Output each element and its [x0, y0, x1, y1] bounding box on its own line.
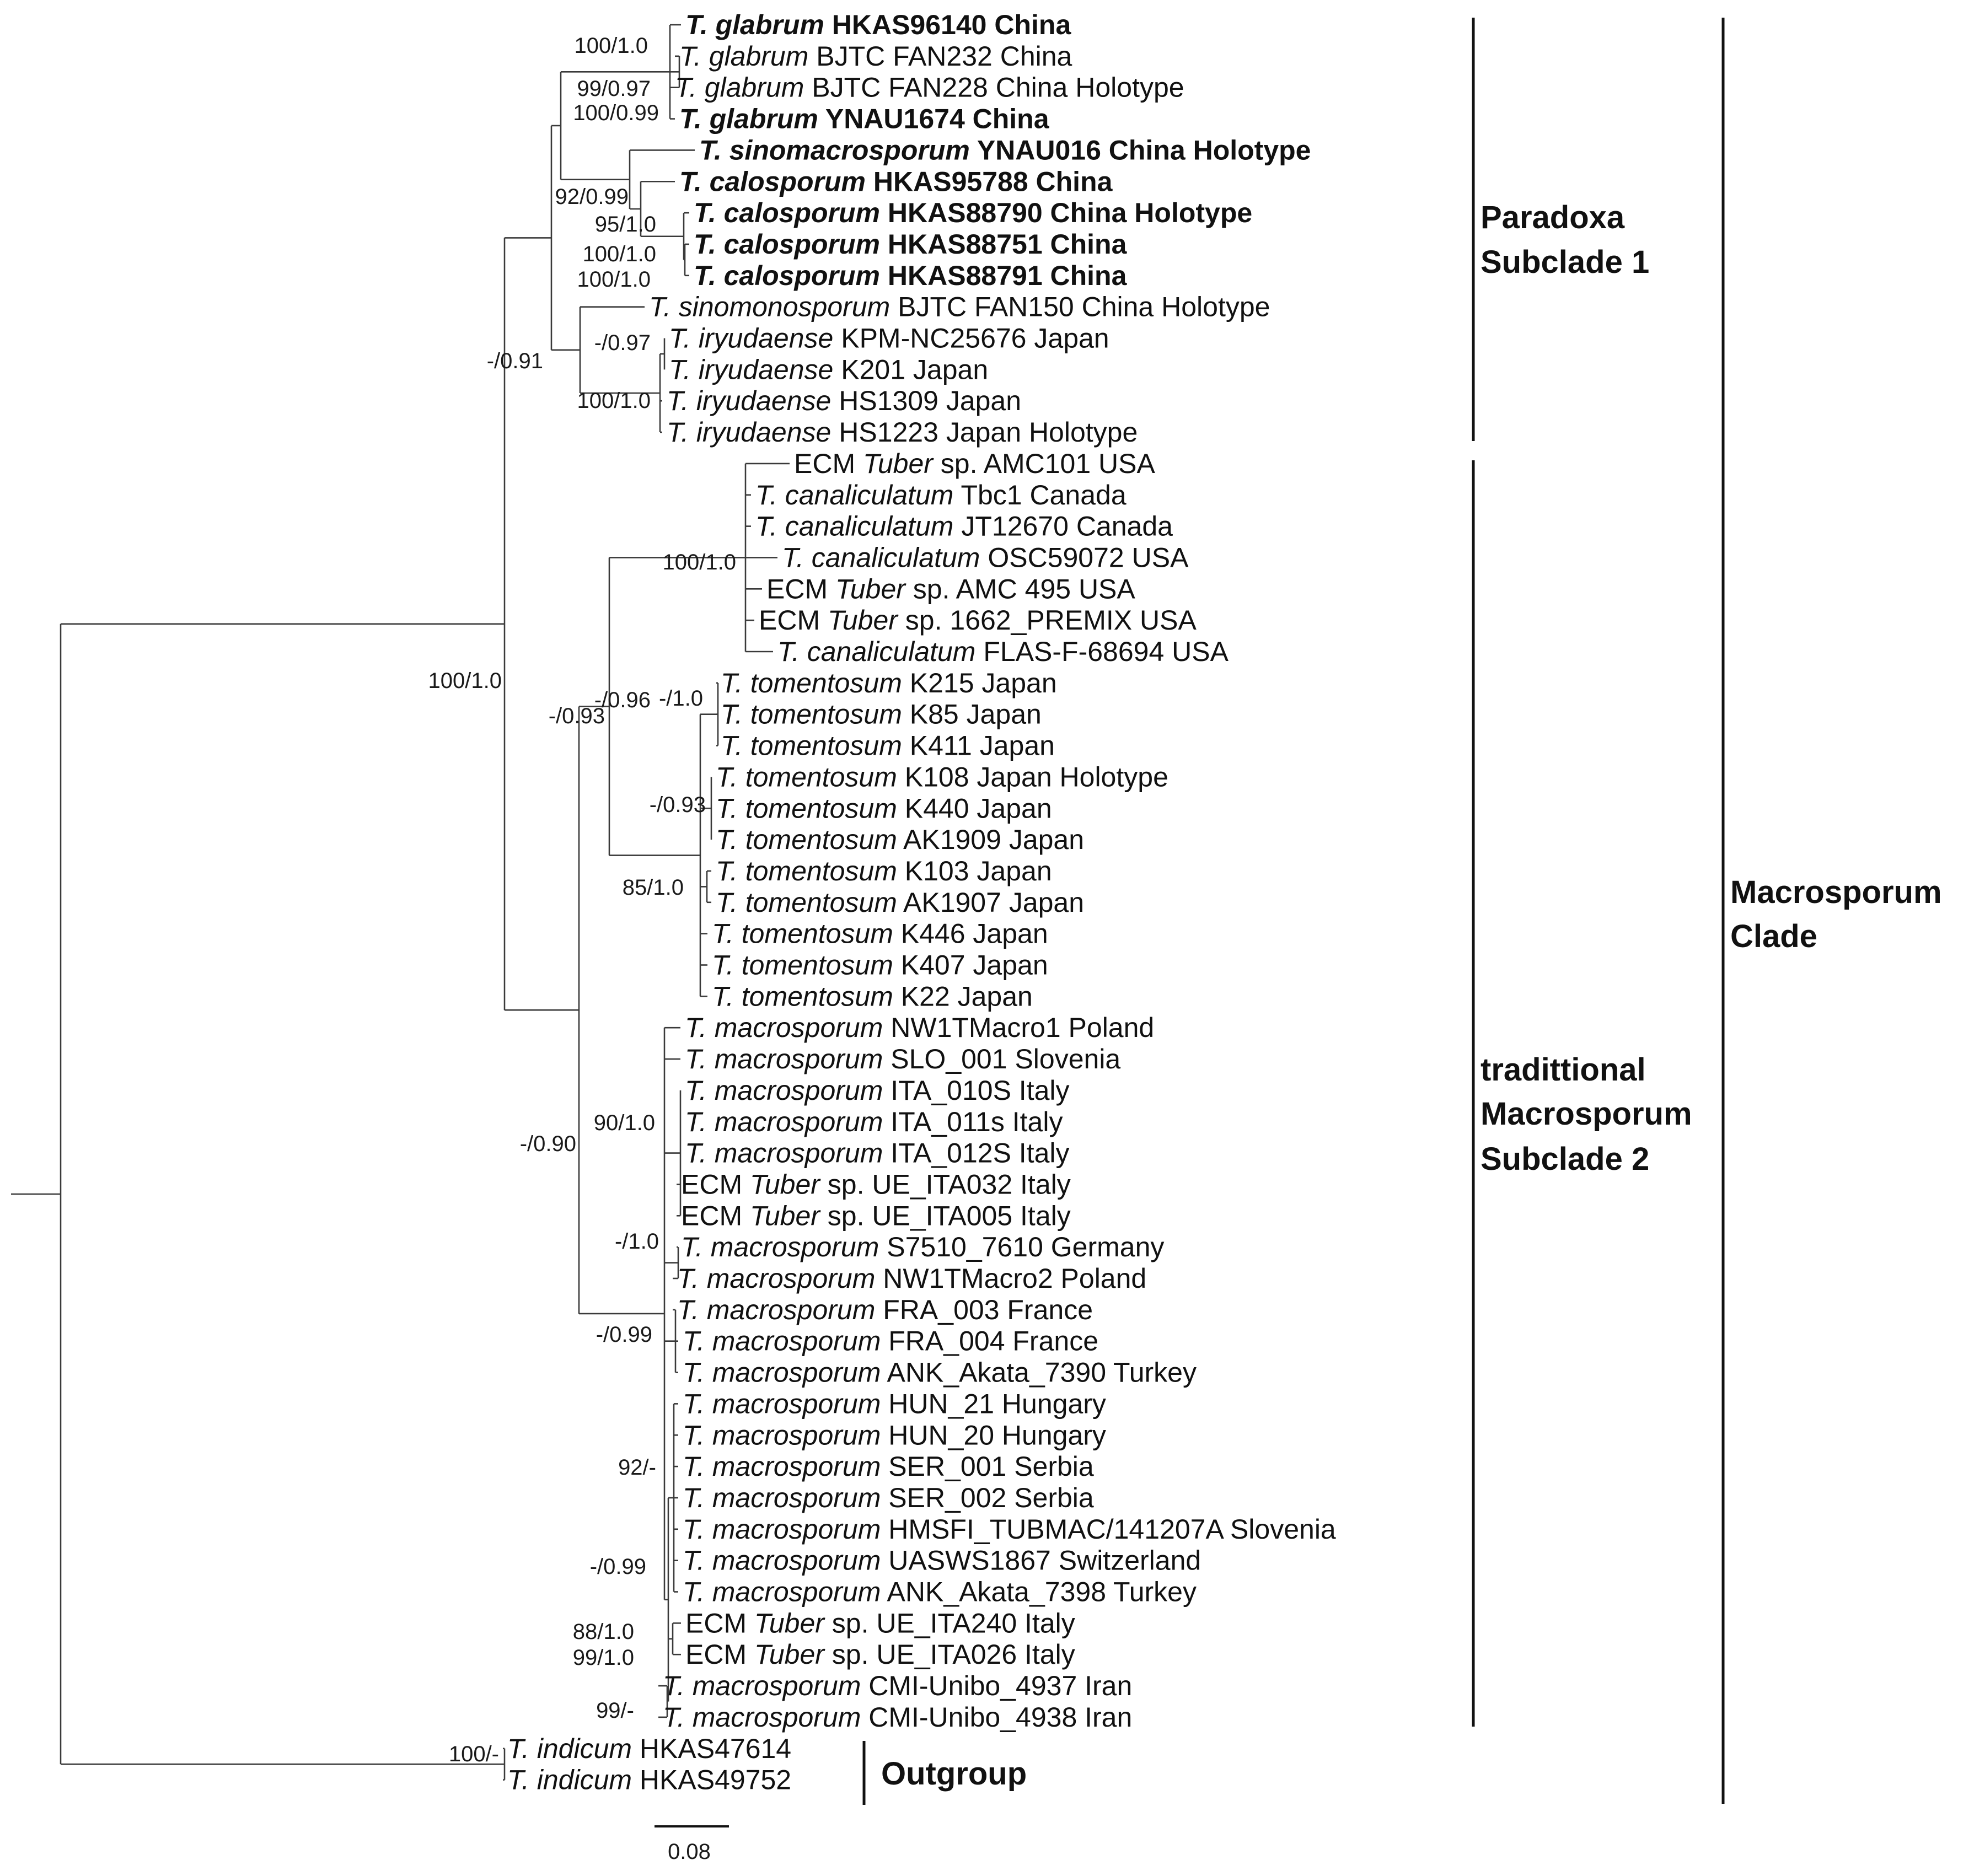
taxon-label: T. macrosporum HUN_20 Hungary — [683, 1420, 1106, 1451]
support-mF: 99/- — [596, 1698, 634, 1723]
taxon-label: T. macrosporum CMI-Unibo_4938 Iran — [663, 1701, 1133, 1733]
support-gA: 99/0.97 — [577, 77, 651, 101]
taxon-label: T. macrosporum ITA_010S Italy — [685, 1074, 1070, 1106]
support-c1: 92/0.99 — [555, 185, 629, 209]
support-mD: 92/- — [618, 1455, 656, 1480]
taxon-label: T. canaliculatum JT12670 Canada — [755, 510, 1173, 542]
taxon-label: T. iryudaense HS1223 Japan Holotype — [667, 417, 1138, 448]
tree-branches — [11, 25, 790, 1780]
taxon-label: T. canaliculatum Tbc1 Canada — [755, 479, 1127, 510]
taxon-label: T. iryudaense HS1309 Japan — [667, 385, 1022, 417]
taxon-label: ECM Tuber sp. AMC101 USA — [794, 448, 1155, 479]
scale-bar — [655, 1826, 729, 1864]
support-mB: -/1.0 — [614, 1229, 659, 1254]
support-gT: 100/1.0 — [574, 34, 648, 58]
taxon-label: T. sinomacrosporum YNAU016 China Holotype — [699, 135, 1311, 166]
taxon-label: T. glabrum YNAU1674 China — [679, 103, 1049, 135]
taxon-label: T. calosporum HKAS88791 China — [694, 260, 1127, 291]
macrosporum-clade-label-line1: Macrosporum — [1730, 874, 1942, 910]
taxon-label: T. macrosporum ITA_012S Italy — [685, 1137, 1070, 1169]
taxon-label: T. glabrum HKAS96140 China — [685, 9, 1071, 40]
taxon-label: T. tomentosum AK1909 Japan — [716, 824, 1085, 856]
traditional-label-line3: Subclade 2 — [1480, 1141, 1650, 1177]
support-mE: 88/1.0 — [572, 1620, 634, 1644]
taxon-label: T. macrosporum HUN_21 Hungary — [683, 1388, 1106, 1420]
support-g1: 100/0.99 — [573, 101, 659, 125]
taxon-label: T. calosporum HKAS95788 China — [679, 166, 1113, 197]
support-tt: 85/1.0 — [622, 875, 684, 900]
taxon-label: T. tomentosum K215 Japan — [721, 667, 1057, 698]
taxon-label: T. indicum HKAS47614 — [507, 1733, 792, 1764]
taxon-label: T. macrosporum UASWS1867 Switzerland — [683, 1545, 1201, 1576]
taxon-label: T. macrosporum NW1TMacro1 Poland — [685, 1012, 1155, 1044]
support-mG: -/0.99 — [589, 1555, 646, 1579]
support-mA: 90/1.0 — [593, 1111, 655, 1135]
taxon-label: T. macrosporum SER_001 Serbia — [683, 1451, 1094, 1482]
taxon-label: T. tomentosum K108 Japan Holotype — [716, 761, 1168, 793]
taxon-label: ECM Tuber sp. 1662_PREMIX USA — [759, 605, 1197, 636]
support-extra-1: -/0.96 — [594, 688, 651, 712]
taxon-label: T. canaliculatum FLAS-F-68694 USA — [777, 636, 1229, 667]
taxon-label: T. calosporum HKAS88751 China — [694, 228, 1127, 260]
taxon-label: ECM Tuber sp. UE_ITA240 Italy — [685, 1608, 1075, 1639]
taxon-label: T. macrosporum ANK_Akata_7390 Turkey — [683, 1357, 1197, 1388]
support-mC: -/0.99 — [596, 1323, 652, 1347]
taxon-label: ECM Tuber sp. UE_ITA032 Italy — [681, 1169, 1071, 1200]
taxon-label: T. tomentosum K446 Japan — [712, 918, 1048, 949]
taxon-label: T. tomentosum K85 Japan — [721, 698, 1042, 730]
support-og: 100/- — [448, 1742, 499, 1766]
support-mm: 99/1.0 — [572, 1646, 634, 1670]
taxon-label: T. macrosporum CMI-Unibo_4937 Iran — [663, 1670, 1133, 1702]
support-ct: -/0.93 — [548, 704, 605, 728]
taxon-label: T. iryudaense K201 Japan — [669, 354, 989, 385]
taxon-label: T. sinomonosporum BJTC FAN150 China Holotype — [649, 291, 1270, 322]
macrosporum-clade-label-line2: Clade — [1730, 918, 1817, 954]
support-extra-0: 100/1.0 — [577, 267, 651, 292]
taxon-label: T. indicum HKAS49752 — [507, 1764, 792, 1796]
support-ir2: -/0.97 — [594, 331, 651, 355]
taxon-label: T. macrosporum S7510_7610 Germany — [681, 1232, 1165, 1263]
taxon-label: T. canaliculatum OSC59072 USA — [782, 542, 1189, 573]
taxon-label: T. tomentosum K103 Japan — [716, 855, 1052, 886]
support-cB: 95/1.0 — [594, 212, 656, 236]
taxon-label: T. tomentosum AK1907 Japan — [716, 886, 1085, 918]
taxon-label: T. calosporum HKAS88790 China Holotype — [694, 197, 1253, 229]
traditional-label-line1: tradittional — [1480, 1052, 1646, 1088]
support-ca: 100/1.0 — [662, 550, 736, 574]
support-ir1: 100/1.0 — [577, 389, 651, 413]
support-tB: -/0.93 — [649, 793, 706, 817]
paradoxa-label-line1: Paradoxa — [1480, 200, 1625, 235]
paradoxa-label-line2: Subclade 1 — [1480, 244, 1650, 280]
support-m1: -/0.90 — [519, 1132, 576, 1156]
support-cC: 100/1.0 — [582, 242, 656, 266]
taxon-label: ECM Tuber sp. UE_ITA026 Italy — [685, 1639, 1075, 1670]
traditional-label-line2: Macrosporum — [1480, 1096, 1692, 1132]
taxon-label: T. macrosporum ITA_011s Italy — [685, 1106, 1063, 1137]
support-root: 100/1.0 — [428, 669, 502, 693]
taxon-label: T. macrosporum SER_002 Serbia — [683, 1482, 1094, 1513]
taxon-label: T. tomentosum K407 Japan — [712, 949, 1048, 981]
support-tA: -/1.0 — [658, 686, 703, 711]
outgroup-label: Outgroup — [881, 1756, 1027, 1792]
taxon-label: T. macrosporum FRA_003 France — [677, 1294, 1093, 1325]
scale-bar-label: 0.08 — [668, 1840, 711, 1864]
support-p1: -/0.91 — [486, 349, 543, 373]
taxon-label: T. macrosporum SLO_001 Slovenia — [685, 1044, 1121, 1075]
taxon-label: T. macrosporum HMSFI_TUBMAC/141207A Slovenia — [683, 1513, 1336, 1545]
taxon-label: T. macrosporum ANK_Akata_7398 Turkey — [683, 1576, 1197, 1608]
taxon-label: T. tomentosum K440 Japan — [716, 793, 1052, 824]
taxon-label: T. iryudaense KPM-NC25676 Japan — [669, 322, 1109, 354]
taxon-label: T. glabrum BJTC FAN232 China — [679, 40, 1072, 72]
taxon-label: T. macrosporum NW1TMacro2 Poland — [677, 1263, 1147, 1294]
taxon-label: T. tomentosum K22 Japan — [712, 981, 1033, 1012]
taxon-label: T. tomentosum K411 Japan — [721, 730, 1055, 761]
taxon-label: T. macrosporum FRA_004 France — [683, 1325, 1099, 1357]
taxon-label: T. glabrum BJTC FAN228 China Holotype — [675, 72, 1184, 103]
taxon-label: ECM Tuber sp. UE_ITA005 Italy — [681, 1200, 1071, 1232]
taxon-label: ECM Tuber sp. AMC 495 USA — [766, 573, 1135, 605]
